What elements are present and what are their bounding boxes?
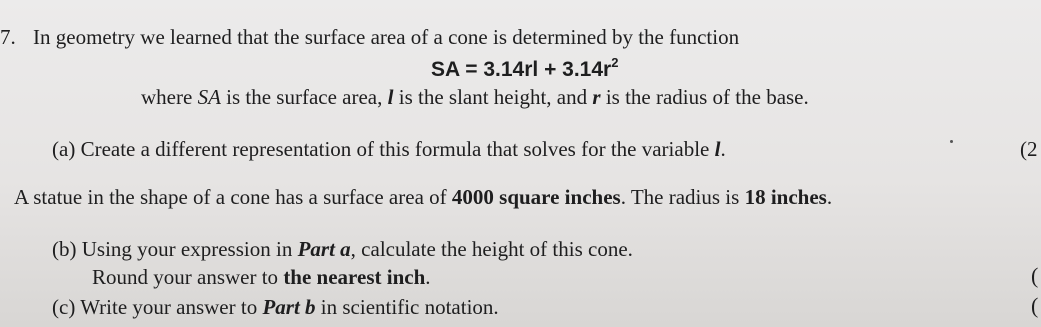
question-number: 7. xyxy=(0,25,16,49)
var-l: l xyxy=(387,85,394,109)
formula-term-1: 3.14rl xyxy=(483,58,539,81)
part-c-ref: Part b xyxy=(262,295,316,319)
part-c-label: (c) xyxy=(52,295,76,319)
part-a-var-l: l xyxy=(714,137,721,161)
part-c-text-2: in scientific notation. xyxy=(315,295,499,319)
var-r: r xyxy=(592,85,601,109)
statue-text-1: A statue in the shape of a cone has a surface area of xyxy=(14,185,452,209)
where-text-2: is the surface area, xyxy=(220,85,388,109)
part-a-period: . xyxy=(720,137,726,161)
part-a xyxy=(52,136,726,162)
part-b-text-2: , calculate the height of this cone. xyxy=(350,237,633,261)
part-b-rounding-bold: the nearest inch xyxy=(283,265,426,289)
formula-term-2: 3.14r xyxy=(562,58,612,81)
formula-plus: + xyxy=(538,58,563,81)
statue-text-2: . The radius is xyxy=(620,185,745,209)
part-b-label: (b) xyxy=(52,237,77,261)
part-a-marks: (2 xyxy=(1020,137,1038,161)
statue-text-3: . xyxy=(826,185,833,209)
where-text-1: where xyxy=(141,85,198,109)
statue-problem xyxy=(14,184,832,210)
part-b xyxy=(52,236,633,262)
var-sa: SA xyxy=(197,85,221,109)
part-b-marks: ( xyxy=(1031,263,1039,288)
part-b-rounding-text: Round your answer to xyxy=(92,265,284,289)
question-intro xyxy=(0,24,739,50)
part-c-text-1: Write your answer to xyxy=(80,295,263,319)
part-b-rounding xyxy=(92,264,431,290)
question-intro-text: In geometry we learned that the surface area of a cone is determined by the function xyxy=(33,25,740,49)
part-b-rounding-period: . xyxy=(425,265,431,289)
formula-exponent: 2 xyxy=(611,55,619,70)
formula-lhs: SA xyxy=(431,58,460,81)
surface-area-formula xyxy=(431,57,618,83)
statue-area: 4000 square inches xyxy=(451,185,621,209)
formula-equals: = xyxy=(459,58,484,81)
variable-definitions xyxy=(141,84,809,110)
part-a-label: (a) xyxy=(52,137,76,161)
where-text-4: is the radius of the base. xyxy=(600,85,809,109)
part-a-text: Create a different representation of this formula that solves for the variable xyxy=(80,137,715,161)
part-c xyxy=(52,294,499,320)
part-c-marks: ( xyxy=(1031,293,1039,318)
stray-mark xyxy=(950,140,953,143)
where-text-3: is the slant height, and xyxy=(393,85,593,109)
statue-radius: 18 inches xyxy=(744,185,827,209)
part-b-ref: Part a xyxy=(297,237,351,261)
part-b-text-1: Using your expression in xyxy=(81,237,298,261)
